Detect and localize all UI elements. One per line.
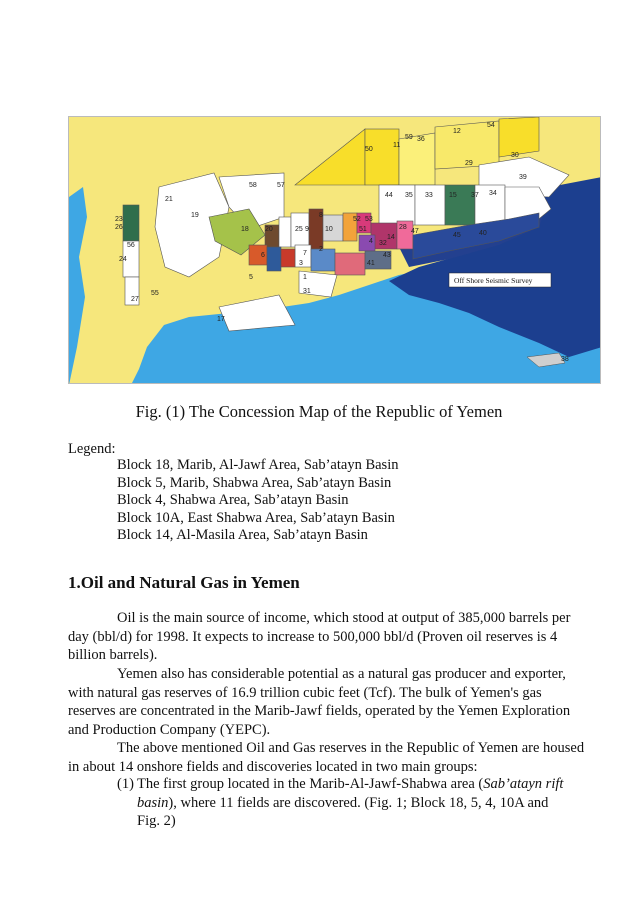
block-label: 18 (241, 226, 249, 233)
item-text: The first group located in the Marib-Al-Jawf-Shabwa area (Sab’atayn rift (137, 776, 564, 792)
block-label: 28 (399, 224, 407, 231)
block-label: 36 (417, 136, 425, 143)
figure-caption: Fig. (1) The Concession Map of the Republic of Yemen (135, 402, 503, 421)
paragraph-gas-reserves: Yemen also has considerable potential as a natural gas producer and exporter, with natural gas reserves of 16.9 trillion cubic feet (Tcf). The bulk of Yemen's gas reserves are concentrated in the Marib-Jawf fields, operated by the Yemen Exploration and Production Company (YEPC). (68, 666, 571, 738)
block-label: 35 (405, 192, 413, 199)
block-label: 6 (261, 252, 265, 259)
block-label: 27 (131, 296, 139, 303)
block-label: 11 (393, 142, 401, 149)
block-label: 44 (385, 192, 393, 199)
block-label: 37 (471, 192, 479, 199)
block-label: 12 (453, 128, 461, 135)
block-label: 50 (365, 146, 373, 153)
block-label: 26 (115, 224, 123, 231)
block-label: 30 (511, 152, 519, 159)
numbered-item-1 (117, 775, 587, 831)
block-label: 14 (387, 234, 395, 241)
legend-item: Block 4, Shabwa Area, Sab’atayn Basin (117, 492, 349, 508)
legend-item: Block 18, Marib, Al-Jawf Area, Sab’atayn Basin (117, 457, 399, 473)
block-label: 2 (319, 246, 323, 253)
item-number: (1) (117, 776, 134, 792)
block-label: 8 (319, 212, 323, 219)
block-label: 3 (299, 260, 303, 267)
block-label: 23 (115, 216, 123, 223)
block-label: 56 (127, 242, 135, 249)
legend-item: Block 5, Marib, Shabwa Area, Sab’atayn Basin (117, 474, 392, 491)
paragraph-fields: The above mentioned Oil and Gas reserves in the Republic of Yemen are housed in about 14 onshore fields and discoveries located in two main groups: (68, 740, 585, 775)
block-label: 29 (465, 160, 473, 167)
block-label: 59 (405, 134, 413, 141)
block-label: 41 (367, 260, 375, 267)
block-label: 15 (449, 192, 457, 199)
legend-item: Block 10A, East Shabwa Area, Sab’atayn Basin (117, 509, 395, 526)
item-text-cont: basin), where 11 fields are discovered. (Fig. 1; Block 18, 5, 4, 10A and (137, 794, 549, 811)
block-label: 39 (519, 174, 527, 181)
block-label: 47 (411, 228, 419, 235)
block-label: 1 (303, 274, 307, 281)
legend-heading: Legend: (68, 441, 116, 457)
block-label: 10 (325, 226, 333, 233)
block-label: 32 (379, 240, 387, 247)
block-label: 19 (191, 212, 199, 219)
block-label: 52 (353, 216, 361, 223)
block-label: 31 (303, 288, 311, 295)
block-label: 7 (303, 250, 307, 257)
block-label: 25 (295, 226, 303, 233)
section-title: 1.Oil and Natural Gas in Yemen (68, 573, 300, 592)
concession-map (68, 116, 601, 384)
block-label: 34 (489, 190, 497, 197)
block-label: 5 (249, 274, 253, 281)
block-label: 21 (165, 196, 173, 203)
block-label: 38 (561, 356, 569, 363)
block-label: 9 (305, 226, 309, 233)
block-label: 54 (487, 122, 495, 129)
paragraph-oil-output: Oil is the main source of income, which stood at output of 385,000 barrels per day (bbl/d) for 1998. It expects to increase to 500,000 bbl/d (Proven oil reserves is 4 billion barrels). (68, 610, 571, 663)
block-label: 24 (119, 256, 127, 263)
block-label: 55 (151, 290, 159, 297)
block-label: 51 (359, 226, 367, 233)
block-label: 20 (265, 226, 273, 233)
block-label: 33 (425, 192, 433, 199)
block-label: 40 (479, 230, 487, 237)
block-label: 45 (453, 232, 461, 239)
block-label: 58 (249, 182, 257, 189)
item-text-end: Fig. 2) (137, 813, 176, 829)
block-label: 17 (217, 316, 225, 323)
legend-item: Block 14, Al-Masila Area, Sab’atayn Basin (117, 527, 368, 543)
legend-list (117, 457, 398, 545)
block-label: 57 (277, 182, 285, 189)
block-label: 43 (383, 252, 391, 259)
block-label: 53 (365, 216, 373, 223)
block-label: 4 (369, 238, 373, 245)
survey-label: Off Shore Seismic Survey (454, 276, 533, 285)
